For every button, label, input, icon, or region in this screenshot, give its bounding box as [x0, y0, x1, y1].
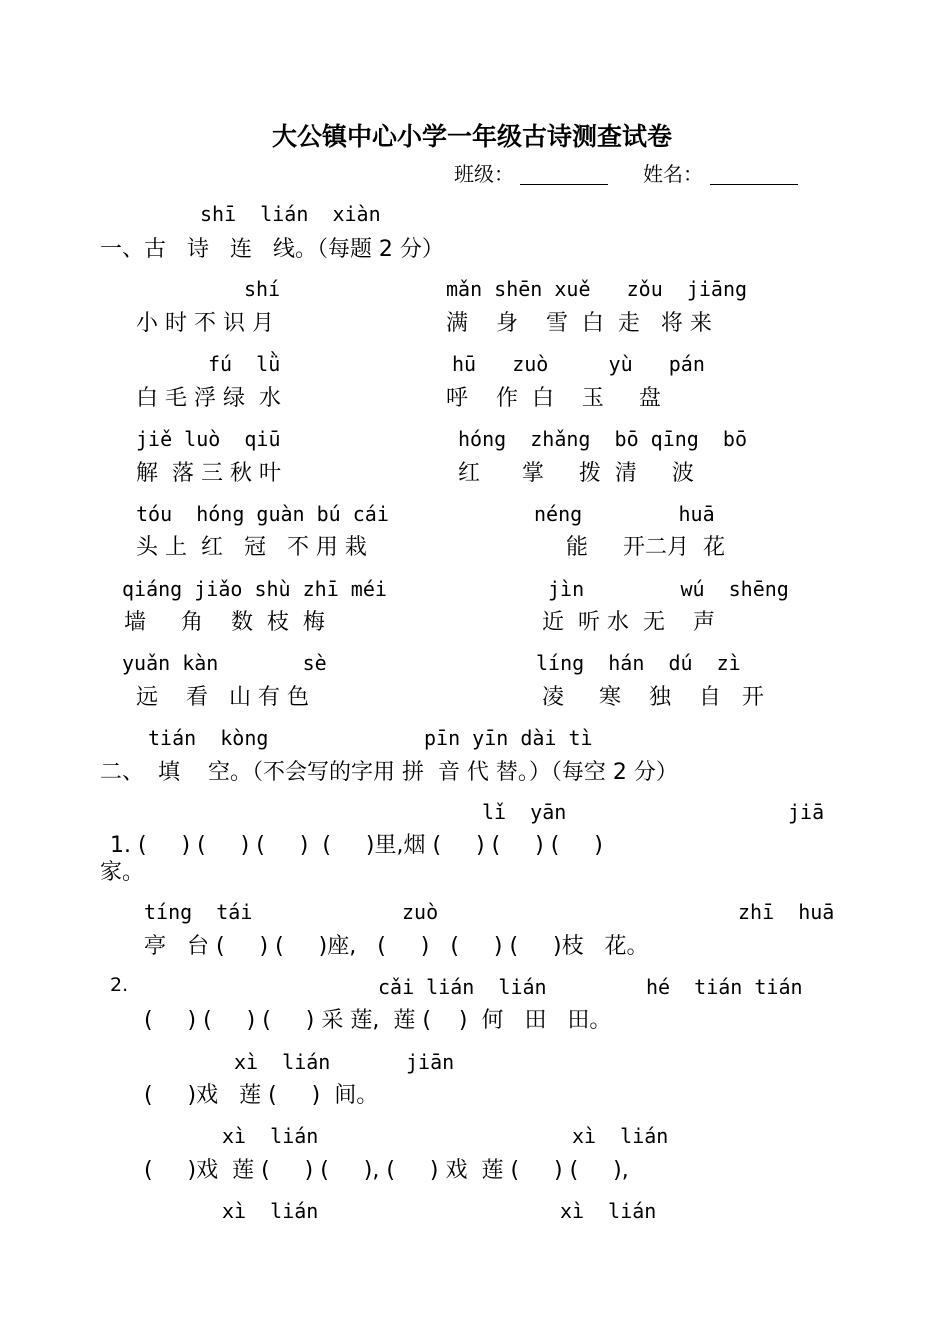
row4-right-text: 能 开二月 花 — [566, 535, 725, 560]
section2-pinyin-a: tián kòng — [148, 726, 269, 750]
row4-left-pinyin: tóu hóng guàn bú cái — [136, 502, 389, 526]
row4-left-text: 头 上 红 冠 不 用 栽 — [136, 535, 367, 560]
q2-pinyin-a: cǎi lián lián — [378, 975, 547, 999]
q1-pinyin-d: zuò — [402, 900, 439, 924]
q2-pinyin-g: xì lián — [222, 1199, 319, 1223]
class-label: 班级： — [454, 162, 514, 186]
q1-pinyin-a: lǐ yān — [482, 800, 567, 824]
row6-right-pinyin: líng hán dú zì — [536, 651, 741, 675]
row5-right-pinyin: jìn wú shēng — [548, 577, 789, 601]
section1-pinyin: shī lián xiàn — [200, 202, 381, 226]
row5-left-pinyin: qiáng jiǎo shù zhī méi — [122, 577, 387, 601]
row1-right-pinyin: mǎn shēn xuě zǒu jiāng — [446, 277, 748, 301]
q2-pinyin-f: xì lián — [572, 1124, 669, 1148]
row2-left-pinyin: fú lǜ — [208, 352, 281, 376]
row6-left-text: 远 看 山 有 色 — [136, 685, 309, 710]
q1-pinyin-e: zhī huā — [738, 900, 835, 924]
section2-pinyin-b: pīn yīn dài tì — [424, 726, 593, 750]
section1-heading: 一、古 诗 连 线。（每题 2 分） — [100, 237, 444, 262]
row6-left-pinyin: yuǎn kàn sè — [122, 651, 327, 675]
q2-pinyin-e: xì lián — [222, 1124, 319, 1148]
q1-pinyin-b: jiā — [788, 800, 825, 824]
row1-right-text: 满 身 雪 白 走 将 来 — [446, 311, 712, 336]
q1-line: 1. ( ) ( ) ( ) ( )里,烟 ( ) ( ) ( ) — [110, 833, 603, 858]
class-blank — [520, 184, 608, 185]
row3-right-text: 红 掌 拨 清 波 — [458, 461, 694, 486]
row2-right-pinyin: hū zuò yù pán — [452, 352, 705, 376]
section2-heading: 二、 填 空。（不会写的字用 拼 音 代 替。）（每空 2 分） — [100, 760, 678, 785]
row3-left-pinyin: jiě luò qiū — [136, 427, 281, 451]
q2-pinyin-h: xì lián — [560, 1199, 657, 1223]
page-title: 大公镇中心小学一年级古诗测查试卷 — [272, 122, 673, 151]
row2-right-text: 呼 作 白 玉 盘 — [446, 386, 661, 411]
q2-pinyin-c: xì lián — [234, 1050, 331, 1074]
row2-left-text: 白 毛 浮 绿 水 — [136, 386, 281, 411]
q2-line: ( ) ( ) ( ) 采 莲, 莲 ( ) 何 田 田。 — [144, 1008, 612, 1033]
row5-left-text: 墙 角 数 枝 梅 — [124, 610, 325, 635]
q2-pinyin-d: jiān — [406, 1050, 455, 1074]
q2-number: 2. — [110, 974, 129, 996]
name-label: 姓名： — [643, 162, 703, 186]
row1-left-pinyin: shí — [244, 277, 281, 301]
row1-left-text: 小 时 不 识 月 — [136, 311, 274, 336]
row6-right-text: 凌 寒 独 自 开 — [542, 685, 764, 710]
row3-left-text: 解 落 三 秋 叶 — [136, 461, 281, 486]
row3-right-pinyin: hóng zhǎng bō qīng bō — [458, 427, 747, 451]
q2-pinyin-b: hé tián tián — [646, 975, 803, 999]
q2-line2: ( )戏 莲 ( ) 间。 — [144, 1083, 379, 1108]
q1-pinyin-c: tíng tái — [144, 900, 253, 924]
q1-line2: 亭 台 ( ) ( )座, ( ) ( ) ( )枝 花。 — [144, 934, 649, 959]
q1-wrap: 家。 — [100, 860, 145, 885]
q2-line3: ( )戏 莲 ( ) ( ), ( ) 戏 莲 ( ) ( ), — [144, 1158, 629, 1183]
name-blank — [710, 184, 798, 185]
row5-right-text: 近 听 水 无 声 — [542, 610, 715, 635]
row4-right-pinyin: néng huā — [534, 502, 715, 526]
